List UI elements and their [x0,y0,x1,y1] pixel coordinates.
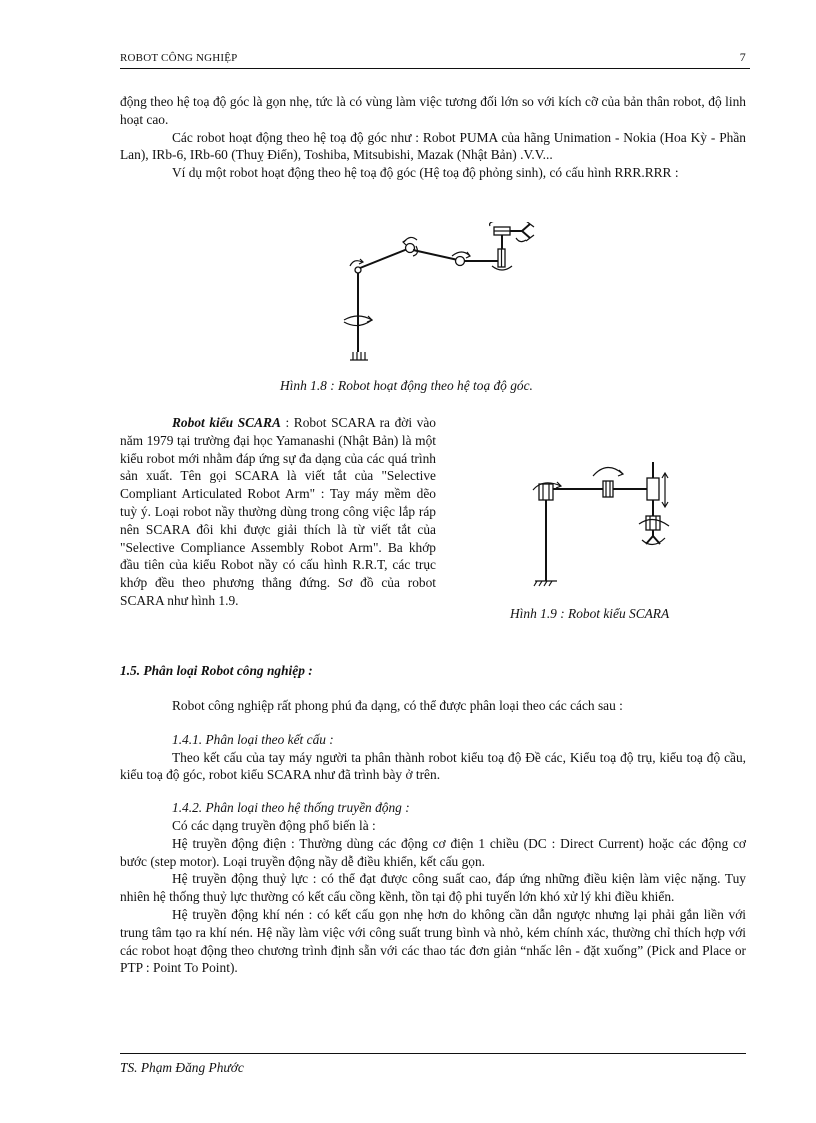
paragraph: Hệ truyền động điện : Thường dùng các động cơ điện 1 chiều (DC : Direct Current) hoặc các động cơ bước (step motor). Loại truyền động nầy dễ điều khiển, kết cấu gọn. [120,835,746,869]
paragraph: động theo hệ toạ độ góc là gọn nhẹ, tức là có vùng làm việc tương đối lớn so với kích cỡ của bản thân robot, độ linh hoạt cao. [120,94,746,127]
figure-1-8-diagram [320,222,560,372]
page-header [120,48,750,69]
header-title: ROBOT CÔNG NGHIỆP [120,52,238,64]
paragraph: Có các dạng truyền động phổ biến là : [172,817,376,833]
paragraph: Theo kết cấu của tay máy người ta phân thành robot kiểu toạ độ Đề các, Kiểu toạ độ trụ, kiểu toạ độ cầu, kiểu toạ độ góc, robot kiểu SCARA như đã trình bày ở trên. [120,749,746,783]
figure-1-9-caption: Hình 1.9 : Robot kiểu SCARA [510,606,670,621]
heading-text: 1.5. Phân loại Robot công nghiệp : [120,663,313,678]
scara-body: : Robot SCARA ra đời vào năm 1979 tại trường đại học Yamanashi (Nhật Bản) là một kiểu robot mới nhằm đáp ứng sự đa dạng của các quá trình sản xuất. Tên gọi SCARA là viết tắt của "Selective Compliant Articulated Robot Arm" : Tay máy mềm dẽo tuỳ ý. Loại robot nầy thường dùng trong công việc lắp ráp nên SCARA đôi khi được giải thích là từ viết tắt của "Selective Compliance Assembly Robot Arm". Ba khớp đầu tiên của kiểu Robot nầy có cấu hình R.R.T, các trục khớp đều theo phương thẳng đứng. Sơ đồ của robot SCARA như hình 1.9. [120,415,436,608]
scara-lead: Robot kiểu SCARA [172,415,281,430]
subheading: 1.4.2. Phân loại theo hệ thống truyền động : [172,800,410,816]
paragraph: Các robot hoạt động theo hệ toạ độ góc như : Robot PUMA của hãng Unimation - Nokia (Hoa Kỳ - Phần Lan), IRb-6, IRb-60 (Thuỵ Điển), Toshiba, Mitsubishi, Mazak (Nhật Bản) .V.V... [120,129,746,163]
footer-author: TS. Phạm Đăng Phước [120,1060,244,1075]
paragraph: Hệ truyền động khí nén : có kết cấu gọn nhẹ hơn do không cần dẫn ngược nhưng lại phải gắn liền với trung tâm tạo ra khí nén. Hệ nầy làm việc với công suất trung bình và nhỏ, kém chính xác, thường chỉ thích hợp với các robot hoạt động theo chương trình định sẵn với các thao tác đơn giản “nhấc lên - đặt xuống” (Pick and Place or PTP : Point To Point). [120,906,746,976]
figure-1-9-diagram [525,458,690,593]
intro-text [120,93,746,182]
subheading: 1.4.1. Phân loại theo kết cấu : [172,731,334,747]
section-heading [120,662,746,680]
articulated-robot-drawing [344,222,534,360]
section-body [120,697,746,977]
paragraph: Robot công nghiệp rất phong phú đa dạng, có thể được phân loại theo các cách sau : [172,698,623,713]
scara-paragraph [120,414,436,610]
page-number: 7 [739,50,746,64]
paragraph: Ví dụ một robot hoạt động theo hệ toạ độ góc (Hệ toạ độ phỏng sinh), có cấu hình RRR.RRR : [172,165,679,181]
scara-robot-drawing [533,462,669,586]
page-footer [120,1053,746,1075]
figure-1-8-caption: Hình 1.8 : Robot hoạt động theo hệ toạ độ góc. [280,378,533,393]
paragraph: Hệ truyền động thuỷ lực : có thể đạt được công suất cao, đáp ứng những điều kiện làm việc nặng. Tuy nhiên hệ thống thuỷ lực thường có kết cấu cồng kềnh, tồn tại độ phi tuyến lớn khó xử lý khi điều khiển. [120,871,746,905]
